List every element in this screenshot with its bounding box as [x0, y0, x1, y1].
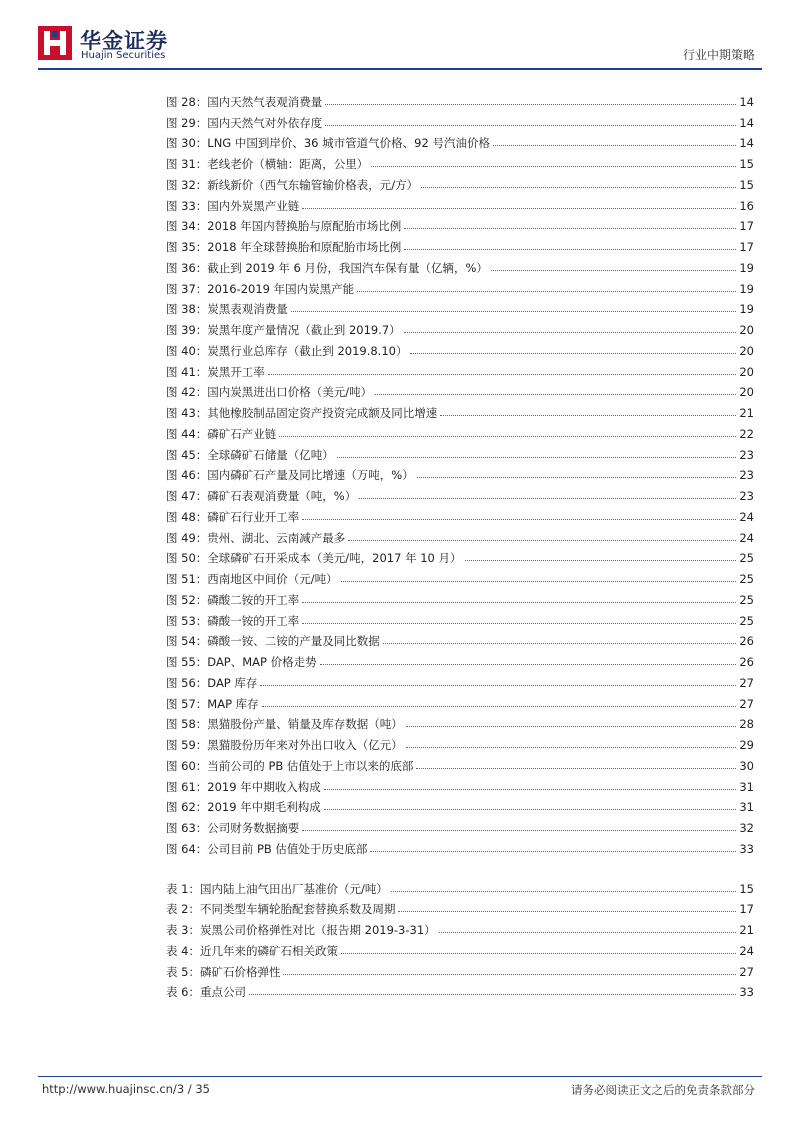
footer-divider [38, 1076, 762, 1077]
dot-leader [404, 249, 736, 250]
dot-leader [493, 145, 736, 146]
figure-toc-entry[interactable] [166, 337, 754, 358]
toc-entry-label: 图 36：截止到 2019 年 6 月份，我国汽车保有量（亿辆，%） [166, 260, 488, 275]
toc-entry-label: 图 38：炭黑表观消费量 [166, 302, 288, 317]
toc-page-number: 32 [739, 821, 754, 835]
page-indicator: 3 / 35 [176, 1082, 210, 1096]
toc-entry-label: 图 43：其他橡胶制品固定资产投资完成额及同比增速 [166, 406, 438, 420]
dot-leader [283, 974, 736, 975]
dot-leader [375, 394, 736, 395]
toc-entry-label: 图 39：炭黑年度产量情况（截止到 2019.7） [166, 323, 401, 337]
toc-entry-label: 图 53：磷酸一铵的开工率 [166, 613, 300, 628]
toc-entry-label: 图 59：黑猫股份历年来对外出口收入（亿元） [166, 738, 403, 752]
toc-entry-label: 图 56：DAP 库存 [166, 675, 258, 690]
figure-toc-entry[interactable] [166, 794, 754, 815]
dot-leader [279, 436, 736, 437]
toc-page-number: 27 [739, 675, 754, 690]
dot-leader [491, 270, 736, 271]
figure-toc-entry[interactable] [166, 628, 754, 649]
dot-leader [324, 809, 737, 810]
figure-toc-entry[interactable] [166, 586, 754, 607]
dot-leader [302, 208, 736, 209]
table-toc-entry[interactable] [166, 896, 754, 917]
dot-leader [341, 953, 736, 954]
dot-leader [268, 374, 737, 375]
toc-page-number: 19 [739, 260, 754, 275]
figure-toc-entry[interactable] [166, 524, 754, 545]
toc-entry-label: 表 1：国内陆上油气田出厂基准价（元/吨） [166, 881, 388, 896]
dot-leader [260, 685, 736, 686]
table-list [166, 875, 754, 1000]
dot-leader [249, 994, 736, 995]
toc-page-number: 17 [739, 902, 754, 917]
company-logo [38, 24, 178, 64]
dot-leader [370, 851, 736, 852]
dot-leader [383, 643, 737, 644]
toc-page-number: 15 [739, 177, 754, 192]
figure-toc-entry[interactable] [166, 420, 754, 441]
toc-page-number: 14 [739, 136, 754, 151]
dot-leader [337, 457, 737, 458]
dot-leader [440, 415, 736, 416]
figure-toc-entry[interactable] [166, 88, 754, 109]
toc-entry-label: 图 62：2019 年中期毛利构成 [166, 800, 321, 815]
toc-entry-label: 表 4：近几年来的磷矿石相关政策 [166, 943, 338, 958]
toc-entry-label: 图 42：国内炭黑进出口价格（美元/吨） [166, 385, 373, 400]
toc-page-number: 29 [739, 738, 754, 752]
figure-toc-entry[interactable] [166, 545, 754, 566]
figure-toc-entry[interactable] [166, 565, 754, 586]
toc-entry-label: 图 60：当前公司的 PB 估值处于上市以来的底部 [166, 758, 414, 773]
toc-page-number: 33 [739, 985, 754, 1000]
toc-page-number: 23 [739, 489, 754, 503]
toc-entry-label: 表 3：炭黑公司价格弹性对比（报告期 2019-3-31） [166, 923, 436, 937]
dot-leader [417, 477, 737, 478]
toc-entry-label: 图 49：贵州、湖北、云南减产最多 [166, 530, 346, 545]
dot-leader [357, 291, 736, 292]
toc-entry-label: 图 54：磷酸一铵、二铵的产量及同比数据 [166, 634, 380, 649]
figure-toc-entry[interactable] [166, 690, 754, 711]
footer-url[interactable] [42, 1082, 210, 1096]
toc-page-number: 30 [739, 758, 754, 773]
figure-toc-entry[interactable] [166, 213, 754, 234]
toc-page-number: 14 [739, 115, 754, 130]
list-spacer [166, 856, 754, 875]
dot-leader [465, 560, 737, 561]
toc-page-number: 24 [739, 943, 754, 958]
toc-page-number: 26 [739, 634, 754, 649]
dot-leader [348, 540, 736, 541]
figure-toc-entry[interactable] [166, 379, 754, 400]
toc-entry-label: 图 31：老线老价（横轴：距离，公里） [166, 157, 369, 171]
toc-page-number: 20 [739, 385, 754, 400]
report-category: 行业中期策略 [682, 48, 755, 62]
figure-toc-entry[interactable] [166, 130, 754, 151]
website-link[interactable]: http://www.huajinsc.cn/ [42, 1082, 177, 1096]
toc-entry-label: 图 63：公司财务数据摘要 [166, 821, 300, 835]
figure-toc-entry[interactable] [166, 358, 754, 379]
figure-toc-entry[interactable] [166, 503, 754, 524]
toc-page-number: 20 [739, 343, 754, 358]
toc-entry-label: 图 61：2019 年中期收入构成 [166, 779, 321, 794]
toc-entry-label: 图 45：全球磷矿石储量（亿吨） [166, 447, 334, 462]
dot-leader [324, 789, 737, 790]
toc-page-number: 19 [739, 281, 754, 296]
toc-entry-label: 图 33：国内外炭黑产业链 [166, 198, 300, 213]
figure-toc-entry[interactable] [166, 171, 754, 192]
figure-toc-entry[interactable] [166, 773, 754, 794]
toc-entry-label: 图 64：公司目前 PB 估值处于历史底部 [166, 841, 368, 856]
table-toc-entry[interactable] [166, 958, 754, 979]
toc-entry-label: 图 51：西南地区中间价（元/吨） [166, 572, 338, 586]
figure-toc-entry[interactable] [166, 109, 754, 130]
figure-toc-entry[interactable] [166, 233, 754, 254]
table-toc-entry[interactable] [166, 875, 754, 896]
toc-page-number: 31 [739, 800, 754, 815]
figure-toc-entry[interactable] [166, 462, 754, 483]
toc-page-number: 25 [739, 572, 754, 586]
figure-toc-entry[interactable] [166, 275, 754, 296]
dot-leader [406, 747, 737, 748]
toc-entry-label: 图 52：磷酸二铵的开工率 [166, 592, 300, 607]
dot-leader [406, 726, 737, 727]
toc-page-number: 16 [739, 198, 754, 213]
header-divider [38, 68, 762, 70]
toc-page-number: 27 [739, 696, 754, 711]
dot-leader [302, 602, 736, 603]
figure-toc-entry[interactable] [166, 835, 754, 856]
toc-page-number: 24 [739, 530, 754, 545]
figure-toc-entry[interactable] [166, 150, 754, 171]
dot-leader [320, 664, 737, 665]
toc-entry-label: 图 35：2018 年全球替换胎和原配胎市场比例 [166, 240, 402, 254]
figure-toc-entry[interactable] [166, 296, 754, 317]
figure-list [166, 88, 754, 856]
page-header [0, 0, 800, 72]
toc-entry-label: 图 50：全球磷矿石开采成本（美元/吨，2017 年 10 月） [166, 551, 462, 566]
toc-page-number: 23 [739, 468, 754, 483]
dot-leader [325, 125, 736, 126]
dot-leader [416, 768, 736, 769]
toc-page-number: 14 [739, 94, 754, 109]
toc-page-number: 17 [739, 219, 754, 234]
toc-page-number: 21 [739, 406, 754, 420]
toc-entry-label: 图 44：磷矿石产业链 [166, 426, 277, 441]
logo-english-name: Huajin Securities [81, 50, 166, 61]
figure-toc-entry[interactable] [166, 399, 754, 420]
toc-page-number: 24 [739, 509, 754, 524]
toc-page-number: 27 [739, 964, 754, 979]
dot-leader [302, 623, 736, 624]
disclaimer-notice: 请务必阅读正文之后的免责条款部分 [571, 1083, 755, 1097]
toc-page-number: 23 [739, 447, 754, 462]
toc-page-number: 25 [739, 551, 754, 566]
toc-page-number: 25 [739, 613, 754, 628]
toc-entry-label: 图 48：磷矿石行业开工率 [166, 509, 300, 524]
toc-entry-label: 图 28：国内天然气表观消费量 [166, 94, 323, 109]
toc-page-number: 17 [739, 240, 754, 254]
dot-leader [262, 706, 737, 707]
toc-page-number: 26 [739, 655, 754, 669]
dot-leader [404, 228, 736, 229]
dot-leader [421, 187, 736, 188]
huajin-logo-icon [38, 26, 72, 60]
figure-toc-entry[interactable] [166, 441, 754, 462]
figure-toc-entry[interactable] [166, 192, 754, 213]
toc-entry-label: 图 29：国内天然气对外依存度 [166, 115, 323, 130]
toc-entry-label: 图 55：DAP、MAP 价格走势 [166, 655, 317, 669]
toc-page-number: 33 [739, 841, 754, 856]
toc-entry-label: 图 34：2018 年国内替换胎与原配胎市场比例 [166, 219, 402, 234]
toc-page-number: 21 [739, 923, 754, 937]
toc-page-number: 20 [739, 323, 754, 337]
dot-leader [404, 332, 737, 333]
figure-toc-entry[interactable] [166, 814, 754, 835]
dot-leader [359, 498, 736, 499]
table-toc-entry[interactable] [166, 979, 754, 1000]
figure-toc-entry[interactable] [166, 316, 754, 337]
toc-entry-label: 图 41：炭黑开工率 [166, 364, 265, 379]
figure-toc-entry[interactable] [166, 482, 754, 503]
toc-entry-label: 图 40：炭黑行业总库存（截止到 2019.8.10） [166, 343, 408, 358]
toc-entry-label: 图 46：国内磷矿石产量及同比增速（万吨，%） [166, 468, 414, 483]
dot-leader [291, 311, 737, 312]
dot-leader [302, 830, 736, 831]
toc-page-number: 22 [739, 426, 754, 441]
dot-leader [341, 581, 737, 582]
table-of-contents [166, 88, 754, 999]
toc-page-number: 28 [739, 717, 754, 732]
logo-chinese-name: 华金证券 [80, 29, 168, 53]
toc-entry-label: 图 58：黑猫股份产量、销量及库存数据（吨） [166, 717, 403, 732]
toc-page-number: 15 [739, 881, 754, 896]
dot-leader [398, 911, 736, 912]
toc-entry-label: 图 47：磷矿石表观消费量（吨，%） [166, 489, 357, 503]
figure-toc-entry[interactable] [166, 648, 754, 669]
dot-leader [302, 519, 736, 520]
figure-toc-entry[interactable] [166, 711, 754, 732]
toc-page-number: 20 [739, 364, 754, 379]
toc-entry-label: 图 37：2016-2019 年国内炭黑产能 [166, 281, 355, 296]
toc-entry-label: 表 5：磷矿石价格弹性 [166, 964, 281, 979]
toc-entry-label: 表 6：重点公司 [166, 985, 246, 1000]
table-toc-entry[interactable] [166, 916, 754, 937]
toc-page-number: 19 [739, 302, 754, 317]
toc-entry-label: 图 57：MAP 库存 [166, 696, 259, 711]
dot-leader [410, 353, 736, 354]
toc-page-number: 15 [739, 157, 754, 171]
toc-entry-label: 图 32：新线新价（西气东输管输价格表，元/方） [166, 177, 419, 192]
toc-page-number: 25 [739, 592, 754, 607]
figure-toc-entry[interactable] [166, 669, 754, 690]
figure-toc-entry[interactable] [166, 752, 754, 773]
toc-entry-label: 图 30：LNG 中国到岸价、36 城市管道气价格、92 号汽油价格 [166, 136, 490, 151]
figure-toc-entry[interactable] [166, 254, 754, 275]
toc-page-number: 31 [739, 779, 754, 794]
toc-entry-label: 表 2：不同类型车辆轮胎配套替换系数及周期 [166, 902, 396, 917]
dot-leader [371, 166, 736, 167]
dot-leader [439, 932, 737, 933]
dot-leader [391, 891, 737, 892]
figure-toc-entry[interactable] [166, 731, 754, 752]
table-toc-entry[interactable] [166, 937, 754, 958]
figure-toc-entry[interactable] [166, 607, 754, 628]
dot-leader [325, 104, 736, 105]
